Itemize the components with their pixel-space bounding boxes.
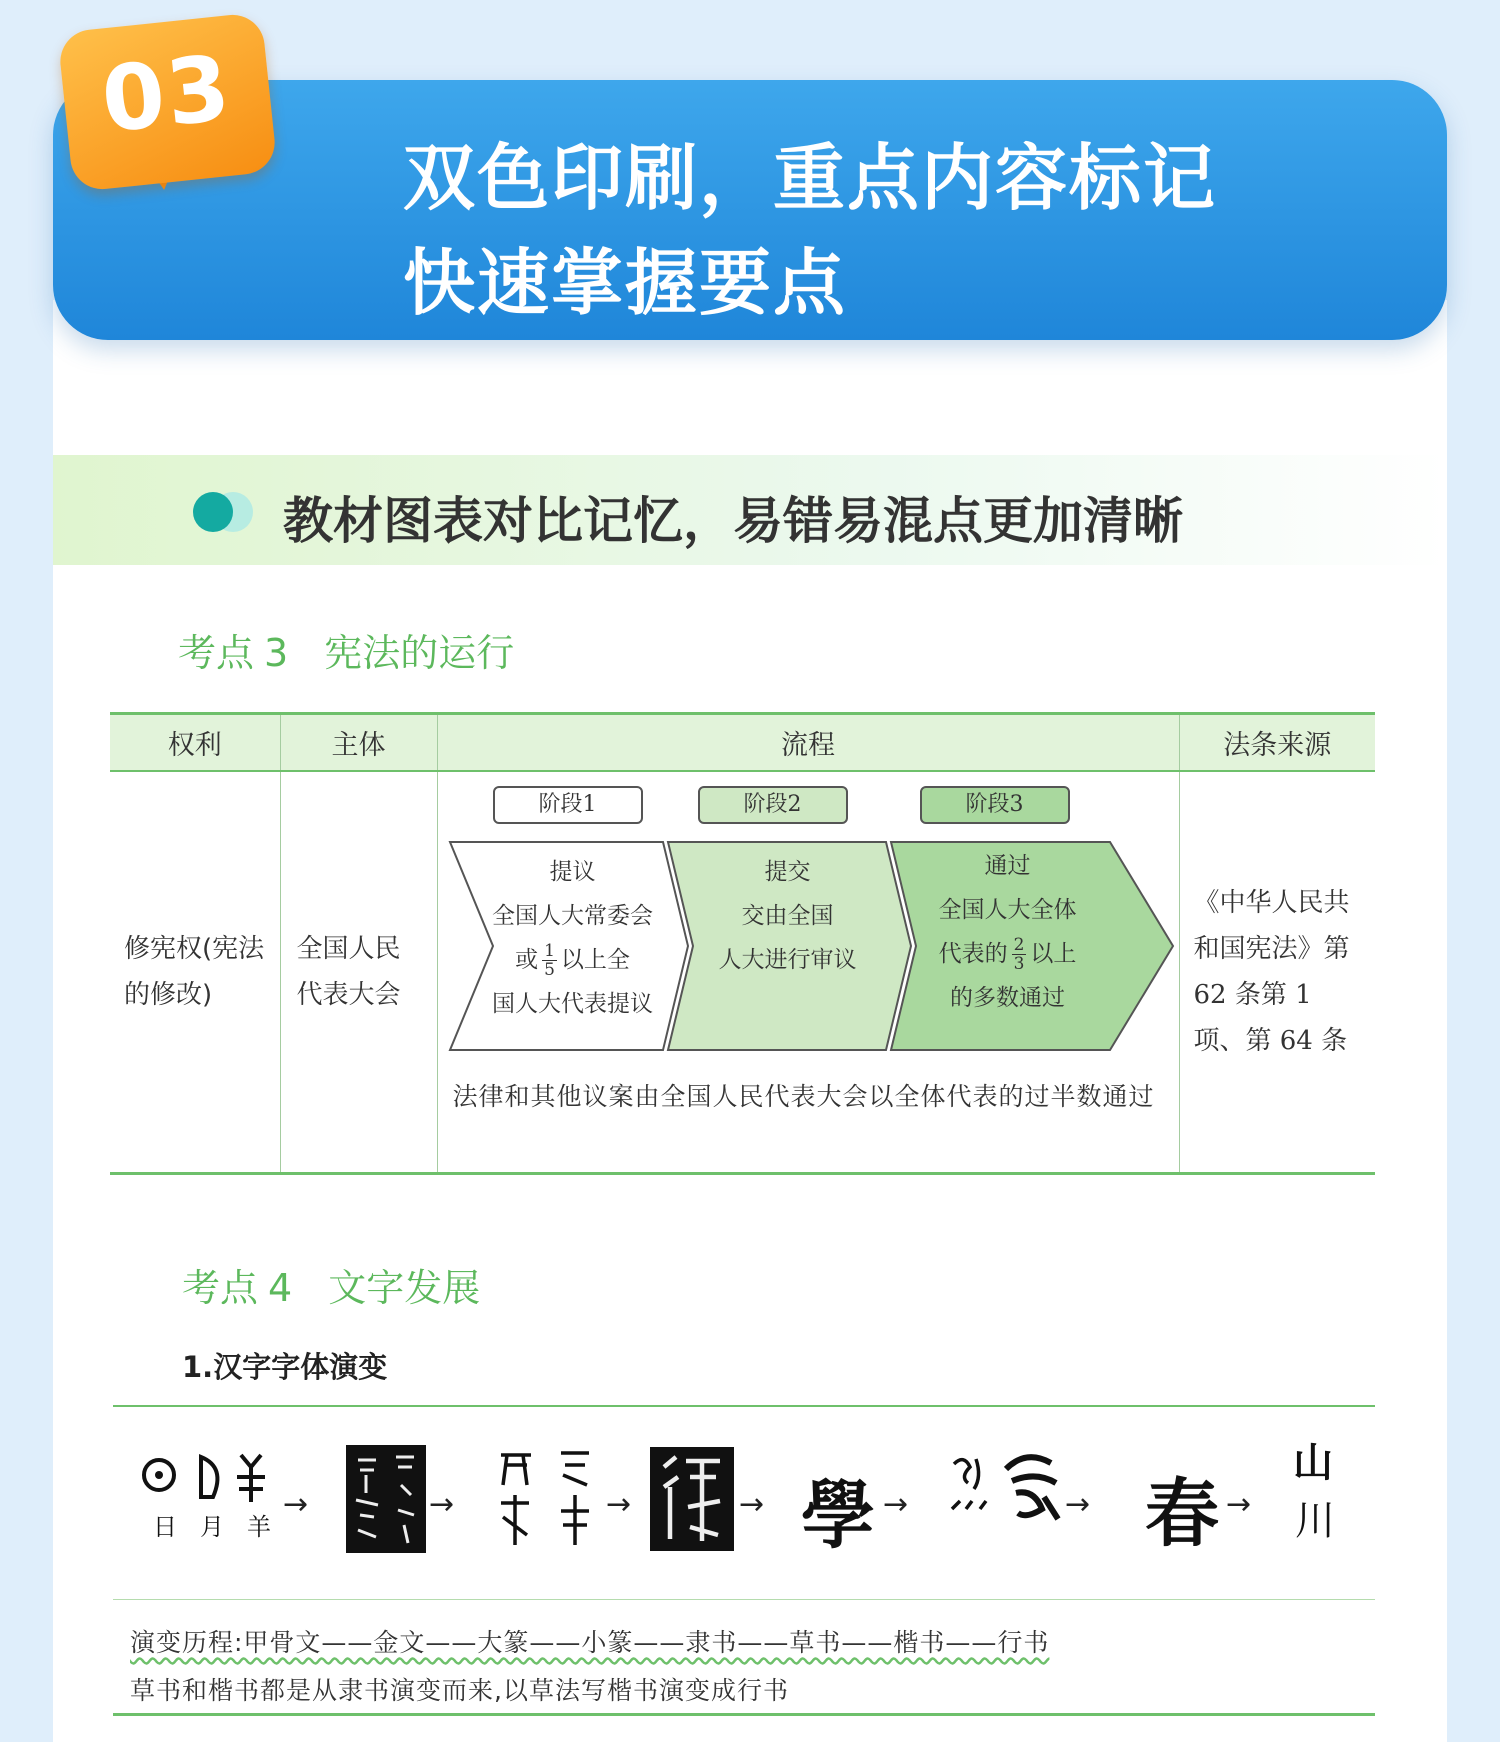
running-sample-shan: 山	[1293, 1439, 1333, 1486]
evolution-note: 草书和楷书都是从隶书演变而来,以草法写楷书演变成行书	[130, 1676, 789, 1705]
clerical-sample: 學	[801, 1473, 875, 1559]
cell-right: 修宪权(宪法的修改)	[110, 771, 280, 1174]
arrow-6: →	[1065, 1487, 1091, 1522]
header-right: 权利	[110, 714, 280, 771]
cell-source: 《中华人民共和国宪法》第 62 条第 1 项、第 64 条	[1179, 771, 1375, 1174]
stage-3-label: 阶段3	[920, 786, 1070, 824]
process-flow	[438, 772, 1178, 1172]
step2-text: 提交 交由全国 人大进行审议	[718, 858, 857, 973]
bronze-rubbing-icon	[346, 1445, 426, 1553]
banner-title-line2: 快速掌握要点	[403, 241, 848, 325]
section4-label: 考点	[182, 1266, 259, 1310]
fraction-one-fifth: $\frac{1}{5}$	[544, 941, 555, 980]
bottom-rule	[113, 1713, 1375, 1716]
arrow-5: →	[883, 1487, 909, 1522]
script-evolution-strip	[113, 1405, 1375, 1600]
section4-number: 4	[268, 1266, 293, 1310]
stage-2-label: 阶段2	[698, 786, 848, 824]
header-process: 流程	[437, 714, 1179, 771]
section3-label: 考点	[178, 631, 255, 675]
running-sample-chuan: 川	[1295, 1498, 1335, 1544]
step3-text: 通过 全国人大全体 代表的 $\frac{2}{3}$ 以上 的多数通过	[938, 852, 1077, 1011]
process-note: 法律和其他议案由全国人民代表大会以全体代表的过半数通过	[452, 1081, 1155, 1111]
evolution-sequence: 演变历程:甲骨文——金文——大篆——小篆——隶书——草书——楷书——行书	[130, 1628, 1050, 1657]
arrow-7: →	[1226, 1487, 1252, 1522]
section-badge	[57, 12, 278, 193]
arrow-1: →	[283, 1487, 309, 1522]
subheading-text: 教材图表对比记忆，易错易混点更加清晰	[283, 492, 1183, 550]
seal-glyphs-icon	[493, 1445, 603, 1553]
section3-heading	[178, 622, 514, 677]
cell-subject: 全国人民代表大会	[280, 771, 437, 1174]
oracle-glyphs-icon	[141, 1447, 271, 1507]
caption-yue: 月	[200, 1513, 224, 1541]
arrow-3: →	[606, 1487, 632, 1522]
caption-ri: 日	[153, 1513, 177, 1541]
caption-yang: 羊	[247, 1513, 271, 1541]
section4-subtitle: 1.汉字字体演变	[182, 1350, 388, 1384]
small-seal-rubbing-icon	[650, 1447, 734, 1551]
banner-title-line1: 双色印刷，重点内容标记	[403, 136, 1218, 220]
arrow-2: →	[429, 1487, 455, 1522]
step1-text: 提议 全国人大常委会 或 $\frac{1}{5}$ 以上全 国人大代表提议	[492, 858, 653, 1017]
cursive-glyphs-icon	[946, 1449, 1066, 1539]
constitution-table	[110, 712, 1375, 1175]
fraction-two-thirds: $\frac{2}{3}$	[1013, 935, 1025, 974]
stage-1-label: 阶段1	[493, 786, 643, 824]
arrow-4: →	[739, 1487, 765, 1522]
bullet-dots-icon	[193, 492, 263, 532]
section4-title: 文字发展	[328, 1266, 481, 1310]
badge-number: 03	[96, 35, 237, 154]
subheading-bar	[53, 455, 1447, 565]
regular-sample: 春	[1145, 1471, 1219, 1557]
header-subject: 主体	[280, 714, 437, 771]
section3-number: 3	[264, 631, 289, 675]
cell-process	[437, 771, 1179, 1174]
header-source: 法条来源	[1179, 714, 1375, 771]
section3-title: 宪法的运行	[324, 631, 515, 675]
section4-heading	[182, 1257, 480, 1312]
